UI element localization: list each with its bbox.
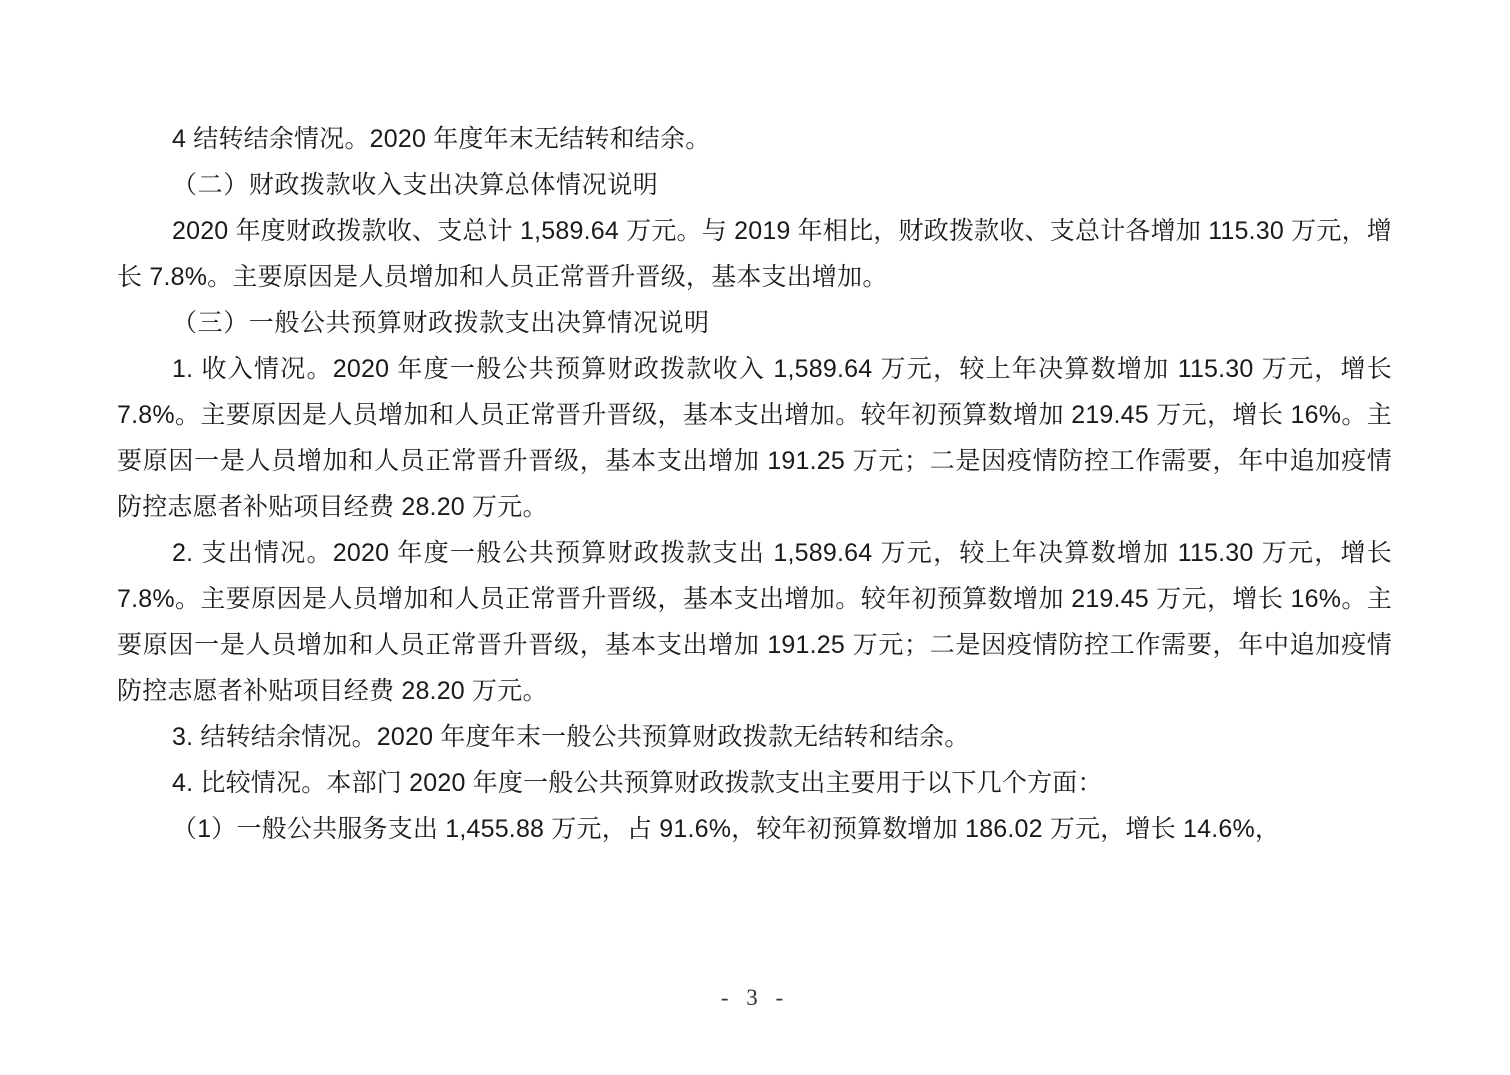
paragraph-carryover: 4 结转结余情况。2020 年度年末无结转和结余。 [172, 125, 711, 153]
paragraph-total-overview: 2020 年度财政拨款收、支总计 1,589.64 万元。与 2019 年相比，财政拨款收、支总计各增加 115.30 万元，增长 7.8%。主要原因是人员增加和人员正常晋升晋级，基本支出增加。 [117, 217, 1392, 291]
paragraph-expenditure: 2. 支出情况。2020 年度一般公共预算财政拨款支出 1,589.64 万元，较上年决算数增加 115.30 万元，增长 7.8%。主要原因是人员增加和人员正常晋升晋级，基本支出增加。较年初预算数增加 219.45 万元，增长 16%。主要原因一是人员增加和人员正常晋升晋级，基本支出增加 191.25 万元；二是因疫情防控工作需要，年中追加疫情防控志愿者补贴项目经费 28.20 万元。 [117, 539, 1392, 705]
paragraph-item-1: （1）一般公共服务支出 1,455.88 万元，占 91.6%，较年初预算数增加 186.02 万元，增长 14.6%， [172, 815, 1281, 843]
section-heading-3: （三）一般公共预算财政拨款支出决算情况说明 [172, 308, 710, 337]
page-number: - 3 - [720, 985, 790, 1010]
paragraph-comparison: 4. 比较情况。本部门 2020 年度一般公共预算财政拨款支出主要用于以下几个方面： [172, 769, 1103, 797]
section-heading-2: （二）财政拨款收入支出决算总体情况说明 [172, 170, 659, 199]
paragraph-carryover-general: 3. 结转结余情况。2020 年度年末一般公共预算财政拨款无结转和结余。 [172, 723, 970, 751]
document-body [117, 116, 1392, 852]
paragraph-income: 1. 收入情况。2020 年度一般公共预算财政拨款收入 1,589.64 万元，较上年决算数增加 115.30 万元，增长 7.8%。主要原因是人员增加和人员正常晋升晋级，基本支出增加。较年初预算数增加 219.45 万元，增长 16%。主要原因一是人员增加和人员正常晋升晋级，基本支出增加 191.25 万元；二是因疫情防控工作需要，年中追加疫情防控志愿者补贴项目经费 28.20 万元。 [117, 355, 1392, 521]
